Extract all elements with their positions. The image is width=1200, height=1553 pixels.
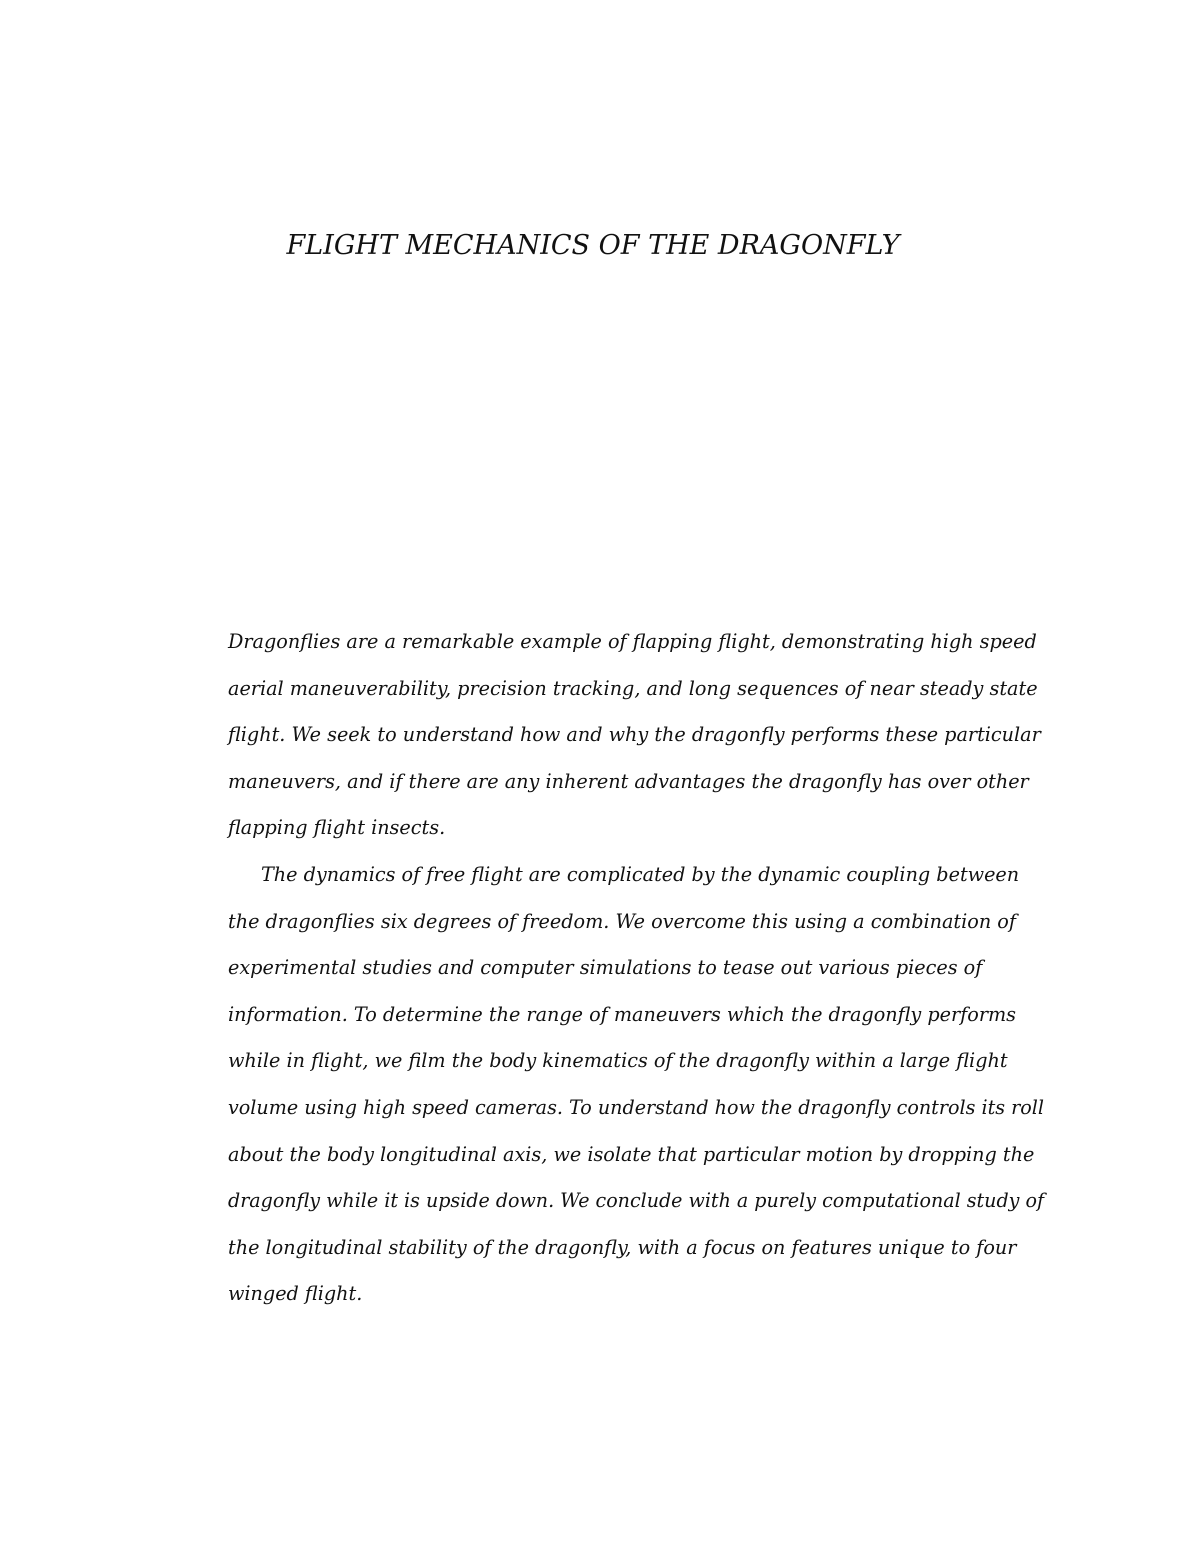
paragraph-2-line-1: The dynamics of free flight are complicated by the dynamic coupling between: [261, 862, 1020, 886]
paragraph-2-line-8: dragonfly while it is upside down. We conclude with a purely computational study of: [228, 1189, 1044, 1213]
paragraph-1: [228, 619, 1044, 852]
paragraph-1-line-4: maneuvers, and if there are any inherent advantages the dragonfly has over other: [228, 769, 1029, 793]
paragraph-2-line-7: about the body longitudinal axis, we isolate that particular motion by dropping the: [228, 1142, 1035, 1166]
document-title: FLIGHT MECHANICS OF THE DRAGONFLY: [286, 230, 900, 261]
paragraph-1-line-1: Dragonflies are a remarkable example of flapping flight, demonstrating high speed: [228, 630, 1037, 653]
paragraph-1-line-2: aerial maneuverability, precision tracking, and long sequences of near steady state: [228, 676, 1038, 700]
paragraph-2: [228, 852, 1044, 1318]
paragraph-2-line-10: winged flight.: [228, 1282, 363, 1306]
paragraph-2-line-9: the longitudinal stability of the dragonfly, with a focus on features unique to four: [228, 1235, 1017, 1259]
paragraph-2-line-3: experimental studies and computer simulations to tease out various pieces of: [228, 956, 983, 980]
paragraph-2-line-4: information. To determine the range of maneuvers which the dragonfly performs: [228, 1002, 1017, 1026]
paragraph-2-line-6: volume using high speed cameras. To understand how the dragonfly controls its roll: [228, 1095, 1044, 1119]
paragraph-2-line-2: the dragonflies six degrees of freedom. We overcome this using a combination of: [228, 909, 1016, 933]
paragraph-1-line-5: flapping flight insects.: [228, 816, 446, 840]
abstract-body: [228, 619, 1044, 1318]
paragraph-1-line-3: flight. We seek to understand how and why the dragonfly performs these particular: [228, 723, 1041, 747]
paragraph-2-line-5: while in flight, we film the body kinematics of the dragonfly within a large flight: [228, 1049, 1008, 1073]
